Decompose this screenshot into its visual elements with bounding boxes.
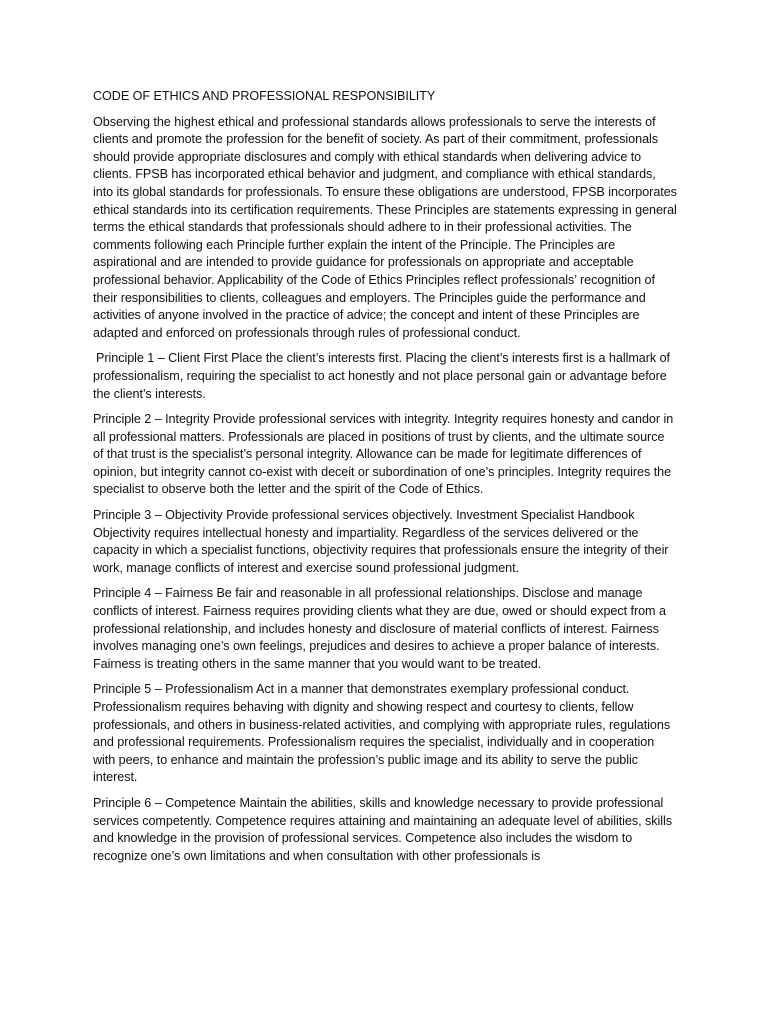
principle-4-paragraph: Principle 4 – Fairness Be fair and reasonable in all professional relationships. Disclose and manage conflicts of interest. Fairness requires providing clients what they are due, owed or should expect from a professional relationship, and includes honesty and disclosure of material conflicts of interest. Fairness involves managing one’s own feelings, prejudices and desires to achieve a proper balance of interests. Fairness is treating others in the same manner that you would want to be treated. xyxy=(93,586,666,671)
principle-6-paragraph: Principle 6 – Competence Maintain the abilities, skills and knowledge necessary to provide professional services competently. Competence requires attaining and maintaining an adequate level of abilities, skills and knowledge in the provision of professional services. Competence also includes the wisdom to recognize one’s own limitations and when consultation with other professionals is xyxy=(93,795,673,863)
principle-3-paragraph: Principle 3 – Objectivity Provide professional services objectively. Investment Specialist Handbook Objectivity requires intellectual honesty and impartiality. Regardless of the services delivered or the capacity in which a specialist functions, objectivity requires that professionals ensure the integrity of their work, manage conflicts of interest and exercise sound professional judgment. xyxy=(93,508,669,575)
principle-2-paragraph: Principle 2 – Integrity Provide professional services with integrity. Integrity requires honesty and candor in all professional matters. Professionals are placed in positions of trust by clients, and the ultimate source of that trust is the specialist’s personal integrity. Allowance can be made for legitimate differences of opinion, but integrity cannot co-exist with deceit or subordination of one’s principles. Integrity requires the specialist to observe both the letter and the spirit of the Code of Ethics. xyxy=(93,412,674,497)
principle-1-paragraph: Principle 1 – Client First Place the client’s interests first. Placing the client’s interests first is a hallmark of professionalism, requiring the specialist to act honestly and not place personal gain or advantage before the client’s interests. xyxy=(93,351,670,401)
intro-paragraph: Observing the highest ethical and professional standards allows professionals to serve the interests of clients and promote the profession for the benefit of society. As part of their commitment, professionals should provide appropriate disclosures and comply with ethical standards when delivering advice to clients. FPSB has incorporated ethical behavior and judgment, and compliance with ethical standards, into its global standards for professionals. To ensure these obligations are understood, FPSB incorporates ethical standards into its certification requirements. These Principles are statements expressing in general terms the ethical standards that professionals should adhere to in their professional activities. The comments following each Principle further explain the intent of the Principle. The Principles are aspirational and are intended to provide guidance for professionals on appropriate and acceptable professional behavior. Applicability of the Code of Ethics Principles reflect professionals’ recognition of their responsibilities to clients, colleagues and employers. The Principles guide the performance and activities of anyone involved in the practice of advice; the concept and intent of these Principles are adapted and enforced on professionals through rules of professional conduct. xyxy=(93,114,677,340)
principle-5-paragraph: Principle 5 – Professionalism Act in a manner that demonstrates exemplary professional conduct. Professionalism requires behaving with dignity and showing respect and courtesy to clients, fellow professionals, and others in business-related activities, and complying with appropriate rules, regulations and professional requirements. Professionalism requires the specialist, individually and in cooperation with peers, to enhance and maintain the profession’s public image and its ability to serve the public interest. xyxy=(93,682,671,785)
document-title: CODE OF ETHICS AND PROFESSIONAL RESPONSIBILITY xyxy=(93,89,436,103)
document-page xyxy=(93,88,677,873)
